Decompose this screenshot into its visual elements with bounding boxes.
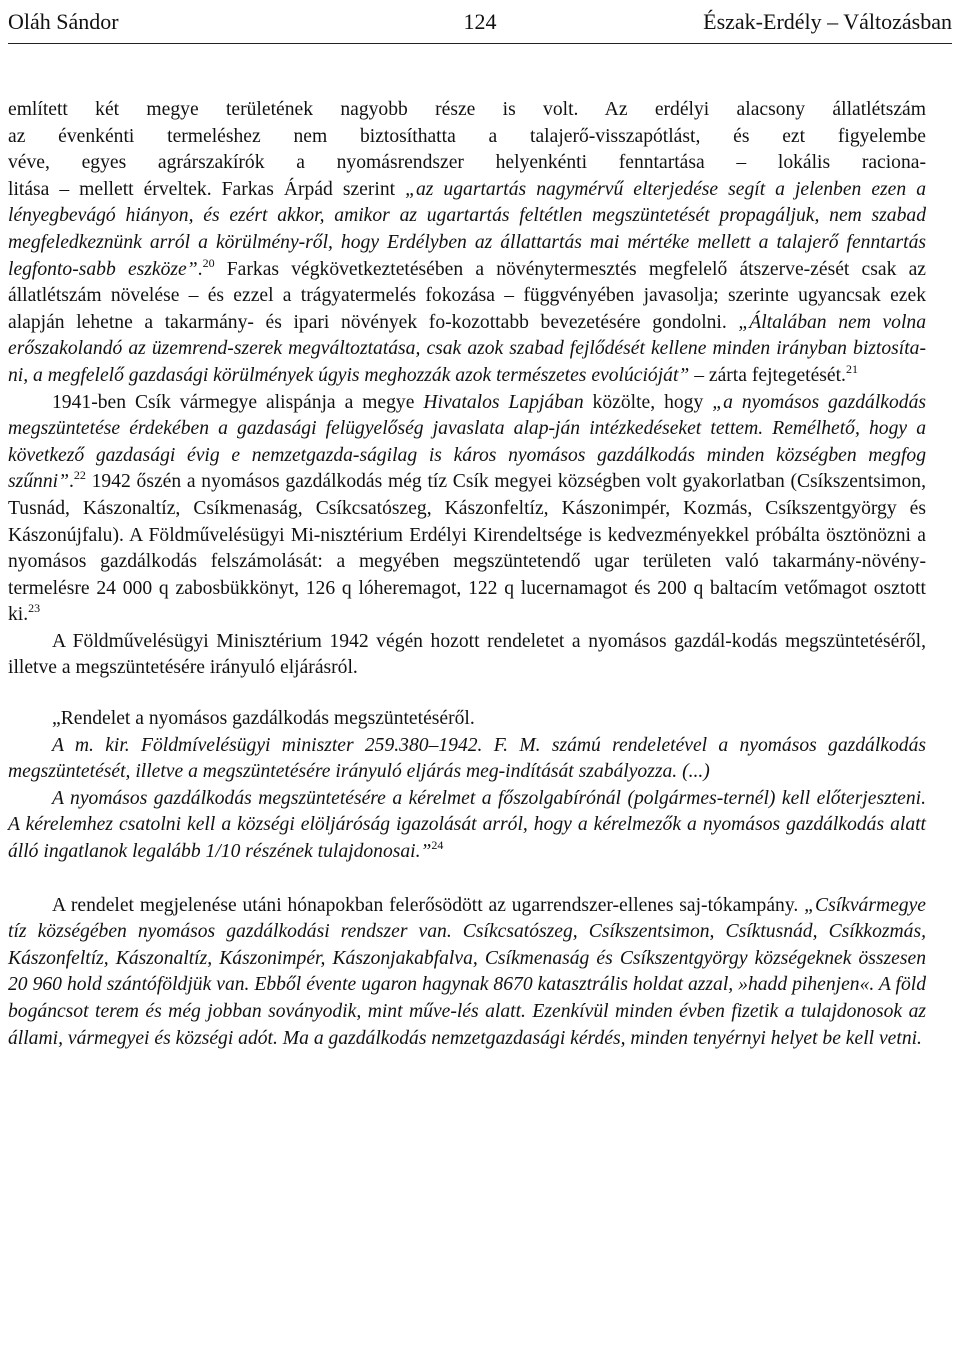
paragraph-3: A Földművelésügyi Minisztérium 1942 végén hozott rendeletet a nyomásos gazdál-kodás megszüntetéséről, illetve a megszüntetésére irányuló eljárásról.: [8, 630, 926, 679]
hivatalos-lap-title: Hivatalos Lapjában: [423, 391, 584, 413]
decree-paragraph-2: [8, 786, 926, 866]
paragraph-1: említett két megye területének nagyobb része is volt. Az erdélyi alacsony állatlétszám az évenkénti termeléshez nem biztosíthatta a talajerő-visszapótlást, és ezt figyelembe véve, egyes agrárszakírók a nyomásrendszer helyenkénti fenntartása – lokális raciona- litása – mellett érveltek. Farkas Árpád szerint „az ugartartás nagymérvű elterjedése segít a jelenben ezen a lényegbevágó hiányon, és ezért akkor, amikor az ugartartás feltétlen megszüntetését propagáljuk, nem szabad megfeledkeznünk arról a körülmény-ről, hogy Erdélyben az állattartás mai mértéke mellett a talajerő fenntartás legfonto-sabb eszköze”.$^{20}$ Farkas végkövetkeztetésében a növénytermesztés megfelelő átszerve-zését csak az állatlétszám növelése – és ezzel a trágyatermelés fokozása – függvényében javasolja; szerinte ugyancsak ezek alapján lehetne a takarmány- és ipari növények fo-kozottabb bevezetésére gondolni. „Általában nem volna erőszakolandó az üzemrend-szerek megváltoztatása, csak azok szabad fejlődését kellene minden irányban biztosíta-ni, a megfelelő gazdasági körülmények úgyis meghozzák azok természetes evolúcióját” – zárta fejtegetését.$^{21}$: [8, 99, 927, 386]
paragraph-1-text-2: Farkas végkövetkeztetésében a növénytermesztés megfelelő átszerve-zését csak az állatlétszám növelése – és ezzel a trágyatermelés fokozása – függvényében javasolja; szerinte ugyancsak ezek alapján lehetne a takarmány- és ipari növények fo-kozottabb bevezetésére gondolni.: [8, 258, 926, 333]
header-book-title: Észak-Erdély – Változásban: [703, 9, 952, 34]
paragraph-2: [8, 390, 926, 629]
paragraph-2-text-3: .: [68, 471, 74, 493]
paragraph-1-text: litása – mellett érveltek. Farkas Árpád szerint: [8, 178, 406, 200]
spacer: [8, 682, 926, 706]
paragraph-1-line-3: véve, egyes agrárszakírók a nyomásrendszer helyenkénti fenntartása – lokális raciona-: [8, 152, 926, 174]
alispan-quote: „a nyomásos gazdálkodás megszüntetése érdekében a gazdasági felügyelőség javaslata alap-ján intézkedéseket tettem. Remélhető, hogy a következő gazdasági évig e nemzetgazda-ságilag is káros nyomásos gazdálkodás minden községben megfog szűnni”: [8, 391, 927, 493]
decree-text-1: A m. kir. Földmívelésügyi miniszter 259.380–1942. F. M. számú rendeletével a nyomásos gazdálkodás megszüntetését, illetve a megszüntetésére irányuló eljárás meg-indítását szabályozza. (...): [8, 734, 926, 783]
paragraph-2-text-4: 1942 őszén a nyomásos gazdálkodás még tíz Csík megyei községben volt gyakorlatban (Csíkszentsimon, Tusnád, Kászonaltíz, Csíkmenaság, Csíkcsatószeg, Kászonfeltíz, Kászonimpér, Kozmás, Csíkszentgyörgy és Kászonújfalu). A Földművelésügyi Mi-nisztérium Erdélyi Kirendeltsége is kedvezményekkel próbálta ösztönözni a nyomásos gazdálkodás felszámolását: a megyében megszüntetendő ugar területen való takarmány-növény-termelésre 24 000 q zabosbükkönyt, 126 q lóheremagot, 122 q lucernamagot és 200 q baltacím vetőmagot osztott ki.: [8, 471, 926, 626]
header-author: Oláh Sándor: [8, 9, 119, 34]
footnote-ref-20: 20: [202, 255, 215, 270]
page-body: [8, 97, 926, 1052]
farkas-quote-1: „az ugartartás nagymérvű elterjedése segít a jelenben ezen a lényegbevágó hiányon, és ezért akkor, amikor az ugartartás feltétlen megszüntetését propagáljuk, nem szabad megfeledkeznünk arról a körülmény-ről, hogy Erdélyben az állattartás mai mértéke mellett a talajerő fenntartás legfonto-sabb eszköze”: [8, 178, 926, 280]
footnote-ref-21: 21: [845, 361, 858, 376]
paragraph-2-text-2: közölte, hogy: [583, 391, 713, 413]
press-campaign-quote: „Csíkvármegye tíz községében nyomásos gazdálkodási rendszer van. Csíkcsatószeg, Csíkszentsimon, Csíktusnád, Csíkkozmás, Kászonfeltíz, Kászonaltíz, Kászonimpér, Kászonjakabfalva, Csíkmenaság és Csíkszentgyörgy községeknek összesen 20 960 hold szántóföldjük van. Ebből évente ugaron hagynak 8670 katasztrális holdat azzal, »hadd pihenjen«. A föld bogáncsot terem és még jobban soványodik, mint műve-lés alatt. Ezenkívül minden évben fizetik a tulajdonosok az állami, vármegyei és községi adót. Ma a gazdálkodás nemzetgazdasági kérdés, minden tenyérnyi helyet be kell vetni.: [8, 894, 926, 1049]
farkas-quote-2: „Általában nem volna erőszakolandó az üzemrend-szerek megváltoztatása, csak azok szabad fejlődését kellene minden irányban biztosíta-ni, a megfelelő gazdasági körülmények úgyis meghozzák azok természetes evolúcióját”: [8, 311, 927, 386]
decree-heading: „Rendelet a nyomásos gazdálkodás megszüntetéséről.: [52, 708, 475, 730]
footnote-ref-22: 22: [73, 468, 86, 483]
footnote-ref-23: 23: [28, 601, 41, 616]
paragraph-2-text: 1941-ben Csík vármegye alispánja a megye: [52, 391, 424, 413]
paragraph-4: [8, 893, 926, 1053]
running-header: [8, 0, 952, 44]
decree-text-2: A nyomásos gazdálkodás megszüntetésére a kérelmet a főszolgabírónál (polgármes-ternél) kell előterjeszteni. A kérelemhez csatolni kell a községi elöljáróság igazolását arról, hogy a kérelmezők a nyomásos gazdálkodás alatt álló ingatlanok legalább 1/10 részének tulajdonosai.”: [8, 787, 926, 863]
decree-paragraph-1: [8, 733, 926, 786]
paragraph-1-text-3: – zárta fejtegetését.: [689, 364, 846, 386]
paragraph-1-line-1: említett két megye területének nagyobb része is volt. Az erdélyi alacsony állatlétszám: [8, 99, 926, 120]
spacer: [8, 866, 926, 893]
footnote-ref-24: 24: [431, 838, 444, 853]
paragraph-1-line-2: az évenkénti termeléshez nem biztosíthatta a talajerő-visszapótlást, és ezt figyelembe: [8, 125, 926, 147]
paragraph-4-text: A rendelet megjelenése utáni hónapokban felerősödött az ugarrendszer-ellenes saj-tókampány.: [52, 894, 805, 916]
header-page-number: 124: [463, 9, 497, 34]
